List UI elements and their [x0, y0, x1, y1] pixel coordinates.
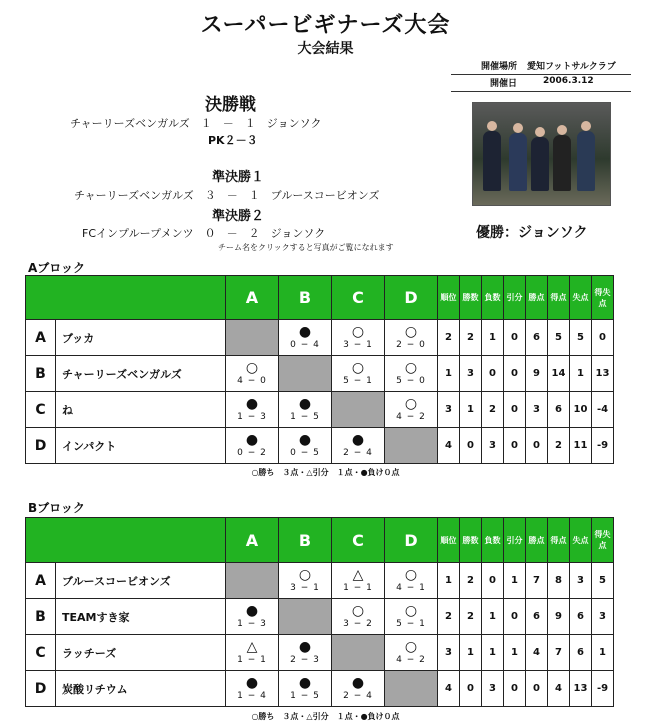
- stat-value: 0: [592, 320, 614, 356]
- stat-value: 14: [548, 356, 570, 392]
- row-label: A: [26, 563, 56, 599]
- col-header-b: B: [279, 276, 332, 320]
- table-row: [26, 356, 614, 392]
- stat-value: 0: [526, 671, 548, 707]
- match-score: 2 − 0: [396, 339, 426, 350]
- col-header-d: D: [385, 518, 438, 563]
- match-score: 4 − 2: [396, 411, 426, 422]
- result-mark: ○: [351, 323, 365, 340]
- table-row: [26, 428, 614, 464]
- block-a-table: [25, 275, 614, 464]
- stat-header: 得点: [548, 276, 570, 320]
- stat-value: 2: [460, 599, 482, 635]
- match-result-cell: [332, 320, 385, 356]
- stat-value: 0: [460, 428, 482, 464]
- stat-value: 3: [460, 356, 482, 392]
- result-mark: ●: [245, 395, 259, 412]
- stat-value: 0: [504, 428, 526, 464]
- match-result-cell: [279, 635, 332, 671]
- result-mark: ●: [351, 674, 365, 691]
- block-b-table: [25, 517, 614, 707]
- stat-value: 1: [438, 356, 460, 392]
- match-score: 2 − 4: [343, 447, 373, 458]
- stat-value: 2: [482, 392, 504, 428]
- result-mark: ●: [245, 674, 259, 691]
- match-result-cell: [385, 599, 438, 635]
- stat-value: 8: [548, 563, 570, 599]
- stat-value: 1: [570, 356, 592, 392]
- stat-value: 1: [460, 635, 482, 671]
- venue-label: 開催場所: [480, 62, 517, 72]
- match-score: 1 − 5: [290, 690, 320, 701]
- result-mark: ○: [404, 566, 418, 583]
- match-result-cell: [332, 671, 385, 707]
- final-result[interactable]: チャーリーズベンガルズ １ － １ ジョンソク: [70, 117, 322, 130]
- stat-value: 0: [504, 671, 526, 707]
- header-blank: [26, 276, 226, 320]
- stat-value: 0: [504, 320, 526, 356]
- result-mark: △: [246, 638, 258, 655]
- result-mark: ●: [245, 431, 259, 448]
- page-title: スーパービギナーズ大会: [200, 13, 451, 38]
- team-name[interactable]: ね: [56, 392, 226, 428]
- stat-value: 9: [548, 599, 570, 635]
- semi1-result[interactable]: チャーリーズベンガルズ ３ － １ ブルースコービオンズ: [74, 189, 380, 202]
- stat-value: 0: [482, 356, 504, 392]
- row-label: D: [26, 671, 56, 707]
- match-score: 4 − 2: [396, 654, 426, 665]
- match-result-cell: [226, 599, 279, 635]
- result-mark: ○: [298, 566, 312, 583]
- result-mark: ●: [298, 323, 312, 340]
- row-label: C: [26, 635, 56, 671]
- match-score: 3 − 2: [343, 618, 373, 629]
- match-result-cell: [226, 392, 279, 428]
- header-blank: [26, 518, 226, 563]
- match-result-cell: [279, 392, 332, 428]
- stat-header: 負数: [482, 276, 504, 320]
- stat-value: 3: [526, 392, 548, 428]
- team-name[interactable]: ブルースコービオンズ: [56, 563, 226, 599]
- match-score: 3 − 1: [290, 582, 320, 593]
- match-result-cell: [332, 599, 385, 635]
- stat-value: 6: [526, 599, 548, 635]
- row-label: B: [26, 599, 56, 635]
- team-name[interactable]: 炭酸リチウム: [56, 671, 226, 707]
- venue-value: 愛知フットサルクラブ: [527, 62, 616, 72]
- stat-header: 勝数: [460, 518, 482, 563]
- block-a-legend: ○勝ち ３点・△引分 １点・●負け０点: [251, 468, 400, 477]
- match-result-cell: [279, 320, 332, 356]
- final-pk: PK２－３: [208, 134, 258, 147]
- result-mark: ○: [404, 323, 418, 340]
- match-result-cell: [226, 356, 279, 392]
- stat-value: 5: [592, 563, 614, 599]
- result-mark: ●: [298, 674, 312, 691]
- stat-header: 順位: [438, 276, 460, 320]
- stat-value: 6: [526, 320, 548, 356]
- result-mark: ○: [245, 359, 259, 376]
- stat-value: 1: [482, 599, 504, 635]
- page-subtitle: 大会結果: [297, 41, 354, 57]
- match-result-cell: [385, 320, 438, 356]
- match-score: 4 − 0: [237, 375, 267, 386]
- result-mark: ●: [298, 431, 312, 448]
- stat-value: 4: [438, 428, 460, 464]
- match-result-cell: [385, 356, 438, 392]
- team-name[interactable]: TEAMすき家: [56, 599, 226, 635]
- stat-header: 勝点: [526, 276, 548, 320]
- date-label: 開催日: [489, 79, 517, 89]
- stat-header: 失点: [570, 518, 592, 563]
- event-info: [451, 58, 631, 92]
- match-score: 0 − 5: [290, 447, 320, 458]
- self-match-cell: [226, 563, 279, 599]
- stat-value: 1: [592, 635, 614, 671]
- stat-value: 0: [504, 392, 526, 428]
- result-mark: ○: [404, 638, 418, 655]
- stat-header: 負数: [482, 518, 504, 563]
- table-row: [26, 320, 614, 356]
- semi1-heading: 準決勝１: [212, 170, 265, 185]
- stat-value: 3: [482, 671, 504, 707]
- match-result-cell: [279, 671, 332, 707]
- stat-value: 9: [526, 356, 548, 392]
- click-note: チーム名をクリックすると写真がご覧になれます: [218, 243, 394, 252]
- table-row: [26, 563, 614, 599]
- stat-value: 1: [504, 563, 526, 599]
- stat-value: 6: [570, 635, 592, 671]
- stat-value: 0: [526, 428, 548, 464]
- stat-value: 0: [504, 599, 526, 635]
- row-label: B: [26, 356, 56, 392]
- stat-value: 1: [460, 392, 482, 428]
- block-a-heading: Aブロック: [28, 261, 86, 275]
- match-result-cell: [332, 563, 385, 599]
- self-match-cell: [385, 671, 438, 707]
- match-result-cell: [226, 428, 279, 464]
- table-row: [26, 599, 614, 635]
- stat-header: 得点: [548, 518, 570, 563]
- final-heading: 決勝戦: [205, 95, 256, 115]
- match-score: 1 − 1: [237, 654, 267, 665]
- stat-header: 得失点: [592, 276, 614, 320]
- stat-value: 1: [438, 563, 460, 599]
- stat-value: 2: [438, 320, 460, 356]
- match-score: 5 − 1: [343, 375, 373, 386]
- col-header-d: D: [385, 276, 438, 320]
- stat-value: 6: [548, 392, 570, 428]
- match-result-cell: [332, 428, 385, 464]
- table-row: [26, 392, 614, 428]
- stat-value: 0: [482, 563, 504, 599]
- stat-value: 1: [482, 320, 504, 356]
- row-label: D: [26, 428, 56, 464]
- stat-value: 0: [504, 356, 526, 392]
- match-score: 1 − 4: [237, 690, 267, 701]
- stat-header: 勝数: [460, 276, 482, 320]
- team-name[interactable]: ラッチーズ: [56, 635, 226, 671]
- stat-value: -9: [592, 671, 614, 707]
- stat-value: 6: [570, 599, 592, 635]
- stat-value: -4: [592, 392, 614, 428]
- col-header-a: A: [226, 276, 279, 320]
- stat-header: 勝点: [526, 518, 548, 563]
- team-photo: [472, 102, 611, 206]
- semi2-result[interactable]: FCインプループメンツ ０ － ２ ジョンソク: [82, 227, 326, 240]
- match-score: 5 − 0: [396, 375, 426, 386]
- stat-value: 2: [548, 428, 570, 464]
- match-score: 1 − 1: [343, 582, 373, 593]
- match-result-cell: [226, 671, 279, 707]
- block-b-heading: Bブロック: [28, 501, 85, 515]
- stat-value: 7: [526, 563, 548, 599]
- result-mark: ●: [351, 431, 365, 448]
- team-name[interactable]: インパクト: [56, 428, 226, 464]
- result-mark: ○: [351, 602, 365, 619]
- result-mark: △: [352, 566, 364, 583]
- result-mark: ○: [351, 359, 365, 376]
- table-row: [26, 635, 614, 671]
- result-mark: ●: [245, 602, 259, 619]
- row-label: A: [26, 320, 56, 356]
- stat-header: 得失点: [592, 518, 614, 563]
- stat-value: 2: [438, 599, 460, 635]
- match-score: 3 − 1: [343, 339, 373, 350]
- semi2-heading: 準決勝２: [212, 209, 265, 224]
- self-match-cell: [385, 428, 438, 464]
- match-score: 0 − 4: [290, 339, 320, 350]
- match-result-cell: [279, 428, 332, 464]
- match-result-cell: [226, 635, 279, 671]
- team-name[interactable]: ブッカ: [56, 320, 226, 356]
- winner-text: 優勝：ジョンソク: [476, 225, 588, 241]
- match-score: 2 − 3: [290, 654, 320, 665]
- stat-value: 4: [526, 635, 548, 671]
- match-result-cell: [385, 635, 438, 671]
- result-mark: ○: [404, 602, 418, 619]
- self-match-cell: [332, 392, 385, 428]
- match-result-cell: [385, 563, 438, 599]
- match-score: 1 − 3: [237, 411, 267, 422]
- stat-value: 1: [504, 635, 526, 671]
- result-mark: ●: [298, 638, 312, 655]
- match-score: 5 − 1: [396, 618, 426, 629]
- stat-value: 0: [460, 671, 482, 707]
- self-match-cell: [226, 320, 279, 356]
- match-score: 1 − 3: [237, 618, 267, 629]
- stat-value: 3: [438, 635, 460, 671]
- stat-value: 2: [460, 320, 482, 356]
- stat-value: 3: [482, 428, 504, 464]
- stat-value: 5: [548, 320, 570, 356]
- stat-value: -9: [592, 428, 614, 464]
- stat-header: 順位: [438, 518, 460, 563]
- match-result-cell: [332, 356, 385, 392]
- stat-value: 10: [570, 392, 592, 428]
- stat-value: 4: [548, 671, 570, 707]
- stat-header: 引分: [504, 276, 526, 320]
- table-row: [26, 671, 614, 707]
- stat-value: 4: [438, 671, 460, 707]
- team-name[interactable]: チャーリーズベンガルズ: [56, 356, 226, 392]
- stat-value: 2: [460, 563, 482, 599]
- stat-value: 13: [570, 671, 592, 707]
- self-match-cell: [279, 599, 332, 635]
- stat-value: 3: [438, 392, 460, 428]
- match-score: 1 − 5: [290, 411, 320, 422]
- self-match-cell: [279, 356, 332, 392]
- result-mark: ○: [404, 395, 418, 412]
- col-header-c: C: [332, 518, 385, 563]
- self-match-cell: [332, 635, 385, 671]
- result-mark: ●: [298, 395, 312, 412]
- date-value: 2006.3.12: [543, 76, 594, 86]
- stat-value: 7: [548, 635, 570, 671]
- stat-header: 失点: [570, 276, 592, 320]
- match-result-cell: [279, 563, 332, 599]
- match-score: 0 − 2: [237, 447, 267, 458]
- col-header-b: B: [279, 518, 332, 563]
- match-result-cell: [385, 392, 438, 428]
- match-score: 2 − 4: [343, 690, 373, 701]
- col-header-c: C: [332, 276, 385, 320]
- stat-value: 3: [570, 563, 592, 599]
- stat-value: 1: [482, 635, 504, 671]
- stat-value: 13: [592, 356, 614, 392]
- stat-value: 3: [592, 599, 614, 635]
- col-header-a: A: [226, 518, 279, 563]
- match-score: 4 − 1: [396, 582, 426, 593]
- stat-header: 引分: [504, 518, 526, 563]
- block-b-legend: ○勝ち ３点・△引分 １点・●負け０点: [251, 712, 400, 721]
- result-mark: ○: [404, 359, 418, 376]
- stat-value: 11: [570, 428, 592, 464]
- row-label: C: [26, 392, 56, 428]
- stat-value: 5: [570, 320, 592, 356]
